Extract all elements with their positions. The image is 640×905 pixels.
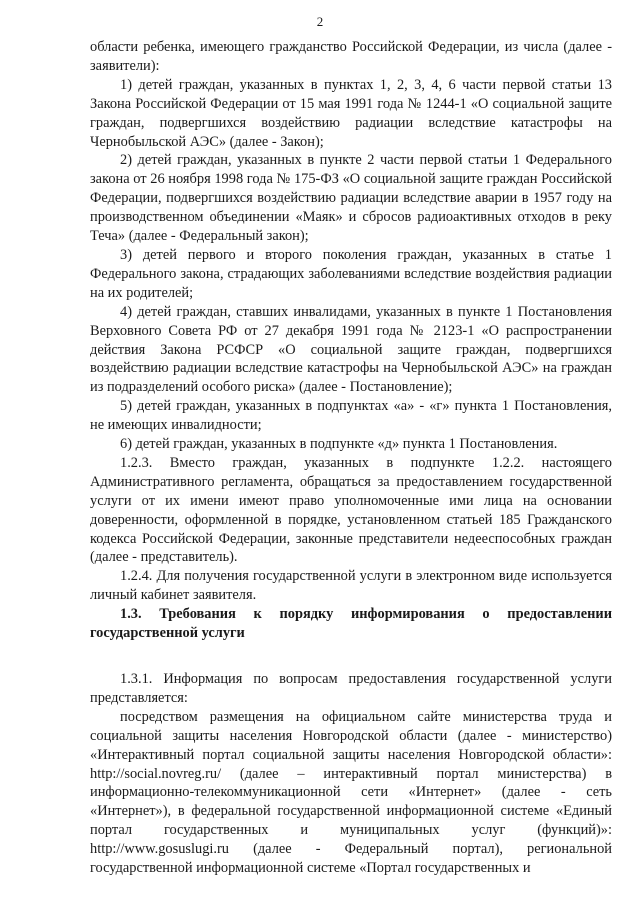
clause-1-3-1: 1.3.1. Информация по вопросам предоставления государственной услуги представляется: [90, 671, 612, 706]
clause-1-2-4: 1.2.4. Для получения государственной услуги в электронном виде используется личный кабинет заявителя. [90, 568, 612, 604]
list-item-1: 1) детей граждан, указанных в пунктах 1, 2, 3, 4, 6 части первой статьи 13 Закона Российской Федерации от 15 мая 1991 года № 1244-1 «О социальной защите граждан, подвергшихся воздействию радиации вследствие катастрофы на Чернобыльской АЭС» (далее - Закон); [90, 76, 612, 150]
clause-1-2-3: 1.2.3. Вместо граждан, указанных в подпункте 1.2.2. настоящего Административного регламента, обращаться за предоставлением государственной услуги от их имени имеют право уполномоченные ими лица на основании доверенности, оформленной в порядке, установленном статьей 185 Гражданского кодекса Российской Федерации, законные представители недееспособных граждан (далее - представитель). [90, 454, 612, 566]
list-item-4: 4) детей граждан, ставших инвалидами, указанных в пункте 1 Постановления Верховного Совета РФ от 27 декабря 1991 года № 2123-1 «О распространении действия Закона РСФСР «О социальной защите граждан, подвергшихся воздействию радиации вследствие катастрофы на Чернобыльской АЭС» на граждан из подразделений особого риска» (далее - Постановление); [90, 303, 612, 396]
clause-1-3-1-body: посредством размещения на официальном сайте министерства труда и социальной защиты населения Новгородской области (далее - министерство) «Интерактивный портал социальной защиты населения Новгородской области»: http://social.novreg.ru/ (далее – интерактивный портал министерства) в информационно-телекоммуникационной сети «Интернет» (далее - сеть «Интернет»), в федеральной государственной информационной системе «Единый портал государственных и муниципальных услуг (функций)»: http://www.gosuslugi.ru (далее - Федеральный портал), региональной государственной информационной системе «Портал государственных и [90, 708, 612, 877]
page-number: 2 [316, 14, 324, 29]
list-item-2: 2) детей граждан, указанных в пункте 2 части первой статьи 1 Федерального закона от 26 ноября 1998 года № 175-ФЗ «О социальной защите граждан Российской Федерации, подвергшихся воздействию радиации вследствие аварии в 1957 году на производственном объединении «Маяк» и сбросов радиоактивных отходов в реку Теча» (далее - Федеральный закон); [90, 152, 612, 245]
list-item-6: 6) детей граждан, указанных в подпункте «д» пункта 1 Постановления. [120, 436, 558, 453]
list-item-5: 5) детей граждан, указанных в подпунктах «а» - «г» пункта 1 Постановления, не имеющих инвалидности; [90, 398, 612, 434]
intro-continuation: области ребенка, имеющего гражданство Российской Федерации, из числа (далее - заявители): [90, 39, 612, 74]
document-body [90, 38, 612, 878]
section-heading: 1.3. Требования к порядку информирования о предоставлении государственной услуги [90, 606, 612, 642]
list-item-3: 3) детей первого и второго поколения граждан, указанных в статье 1 Федерального закона, страдающих заболеваниями вследствие воздействия радиации на их родителей; [90, 246, 612, 301]
